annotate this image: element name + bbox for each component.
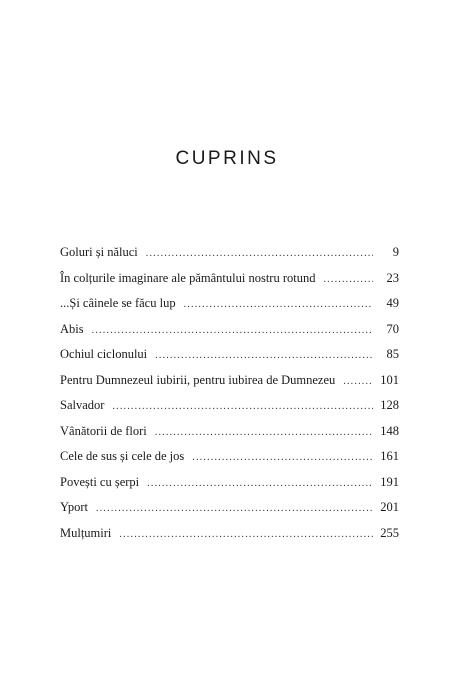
toc-entry [60,393,399,419]
leader-dots [343,369,373,395]
leader-dots [155,420,373,446]
toc-entry [60,444,399,470]
leader-dots [92,318,373,344]
leader-dots [147,471,373,497]
toc-entry-title: Abis [60,321,84,336]
toc-page-number: 128 [380,398,399,412]
toc-page-number: 161 [380,449,399,463]
toc-entry [60,368,399,394]
toc-entry-title: Yport [60,500,89,514]
toc-entry [60,291,399,317]
toc-page-number: 255 [380,525,399,540]
leader-dots [96,496,373,522]
toc-page-number: 85 [386,347,399,361]
toc-page-number: 101 [380,372,399,387]
toc-entry [60,521,399,547]
toc-entry-title: În colțurile imaginare ale pământului nostru rotund [60,270,316,285]
toc-entry-title: Cele de sus și cele de jos [60,449,185,463]
toc-entry-title: Mulțumiri [60,525,112,540]
toc-page-number: 70 [386,321,399,336]
toc-entry [60,240,399,266]
toc-page-number: 23 [386,270,399,285]
toc-entry-title: Vânătorii de flori [60,423,147,438]
toc-page-number: 49 [386,296,399,310]
toc-entry [60,266,399,292]
toc-entry-title: Pentru Dumnezeul iubirii, pentru iubirea de Dumnezeu [60,372,336,387]
toc-entry [60,317,399,343]
leader-dots [119,522,373,548]
toc-entry-title: Povești cu șerpi [60,474,140,489]
toc-page-number: 148 [380,423,399,438]
toc-page-number: 9 [392,245,399,259]
leader-dots [184,292,373,318]
toc-page-number: 201 [380,500,399,514]
table-of-contents [60,240,399,546]
toc-entry [60,342,399,368]
toc-page-number: 191 [380,474,399,489]
toc-entry [60,419,399,445]
toc-entry-title: ...Și câinele se făcu lup [60,296,176,310]
toc-entry [60,495,399,521]
leader-dots [146,241,373,267]
leader-dots [323,267,373,293]
leader-dots [192,445,373,471]
toc-entry-title: Ochiul ciclonului [60,347,148,361]
toc-entry [60,470,399,496]
page-title: CUPRINS [175,148,279,169]
leader-dots [112,394,373,420]
leader-dots [155,343,373,369]
toc-entry-title: Goluri și năluci [60,245,138,259]
toc-entry-title: Salvador [60,398,105,412]
